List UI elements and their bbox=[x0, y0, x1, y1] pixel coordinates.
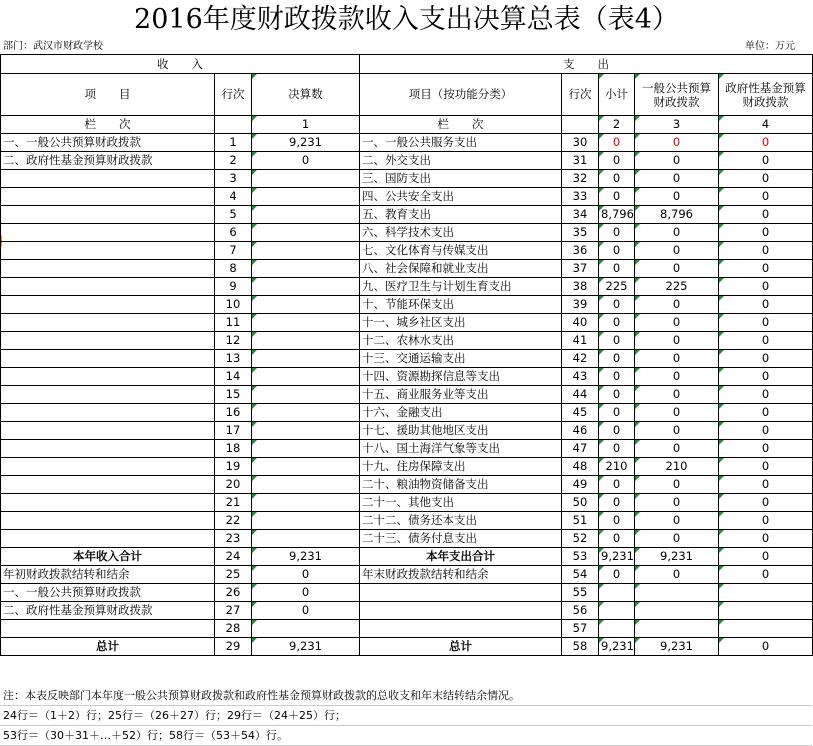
fund-budget-cell[interactable]: 0 bbox=[719, 512, 813, 530]
income-amount-cell[interactable] bbox=[252, 206, 360, 224]
table-row bbox=[1, 476, 813, 494]
income-item-cell[interactable]: 一、一般公共预算财政拨款 bbox=[1, 584, 215, 602]
income-amount-cell[interactable]: 0 bbox=[252, 566, 360, 584]
subtotal-cell[interactable] bbox=[599, 602, 635, 620]
expense-row-no-cell[interactable]: 43 bbox=[562, 368, 599, 386]
income-item-cell[interactable] bbox=[1, 404, 215, 422]
table-row bbox=[1, 386, 813, 404]
general-budget-cell[interactable] bbox=[635, 584, 719, 602]
expense-item-cell[interactable]: 二十二、债务还本支出 bbox=[360, 512, 562, 530]
subtotal-cell[interactable]: 0 bbox=[599, 242, 635, 260]
income-row-no-cell[interactable]: 18 bbox=[215, 440, 252, 458]
income-row-no-cell[interactable]: 10 bbox=[215, 296, 252, 314]
income-amount-cell[interactable]: 9,231 bbox=[252, 134, 360, 152]
fund-budget-cell[interactable]: 0 bbox=[719, 278, 813, 296]
expense-row-no-cell[interactable]: 58 bbox=[562, 638, 599, 656]
column-index-4[interactable]: 4 bbox=[719, 116, 813, 134]
income-row-no-cell[interactable]: 8 bbox=[215, 260, 252, 278]
table-row bbox=[1, 440, 813, 458]
income-amount-cell[interactable] bbox=[252, 404, 360, 422]
income-amount-cell[interactable]: 9,231 bbox=[252, 638, 360, 656]
income-amount-cell[interactable] bbox=[252, 476, 360, 494]
income-item-cell[interactable] bbox=[1, 296, 215, 314]
income-amount-cell[interactable] bbox=[252, 260, 360, 278]
fund-budget-header[interactable]: 政府性基金预算财政拨款 bbox=[719, 74, 813, 116]
expense-item-cell[interactable]: 九、医疗卫生与计划生育支出 bbox=[360, 278, 562, 296]
subtotal-cell[interactable]: 0 bbox=[599, 188, 635, 206]
expense-row-no-cell[interactable]: 30 bbox=[562, 134, 599, 152]
note-line: 24行＝（1＋2）行；25行＝（26＋27）行；29行＝（24＋25）行； bbox=[0, 706, 812, 726]
general-budget-cell[interactable]: 0 bbox=[635, 314, 719, 332]
expense-item-cell[interactable]: 五、教育支出 bbox=[360, 206, 562, 224]
fund-budget-cell[interactable]: 0 bbox=[719, 476, 813, 494]
expense-row-no-cell[interactable]: 49 bbox=[562, 476, 599, 494]
subtotal-cell[interactable]: 210 bbox=[599, 458, 635, 476]
table-row bbox=[1, 134, 813, 152]
income-amount-cell[interactable] bbox=[252, 530, 360, 548]
fund-budget-cell[interactable]: 0 bbox=[719, 170, 813, 188]
expense-row-no-cell[interactable]: 31 bbox=[562, 152, 599, 170]
subtotal-cell[interactable]: 0 bbox=[599, 170, 635, 188]
fund-budget-cell[interactable] bbox=[719, 602, 813, 620]
income-item-cell[interactable]: 本年收入合计 bbox=[1, 548, 215, 566]
subtotal-cell[interactable]: 8,796 bbox=[599, 206, 635, 224]
income-item-cell[interactable] bbox=[1, 530, 215, 548]
income-row-no-cell[interactable]: 16 bbox=[215, 404, 252, 422]
fund-budget-cell[interactable]: 0 bbox=[719, 368, 813, 386]
general-budget-cell[interactable]: 0 bbox=[635, 242, 719, 260]
income-amount-cell[interactable] bbox=[252, 440, 360, 458]
income-row-no-cell[interactable]: 22 bbox=[215, 512, 252, 530]
expense-item-cell[interactable]: 七、文化体育与传媒支出 bbox=[360, 242, 562, 260]
table-row bbox=[1, 350, 813, 368]
income-row-no-cell[interactable]: 7 bbox=[215, 242, 252, 260]
subtotal-cell[interactable]: 0 bbox=[599, 368, 635, 386]
general-budget-cell[interactable]: 225 bbox=[635, 278, 719, 296]
page-title: 2016年度财政拨款收入支出决算总表（表4） bbox=[134, 4, 679, 35]
income-item-cell[interactable] bbox=[1, 170, 215, 188]
table-row bbox=[1, 512, 813, 530]
expense-item-cell[interactable]: 十一、城乡社区支出 bbox=[360, 314, 562, 332]
expense-item-cell[interactable] bbox=[360, 602, 562, 620]
income-amount-cell[interactable]: 0 bbox=[252, 152, 360, 170]
income-row-no-cell[interactable]: 19 bbox=[215, 458, 252, 476]
general-budget-cell[interactable]: 0 bbox=[635, 368, 719, 386]
column-index-label-2[interactable]: 栏 次 bbox=[360, 116, 562, 134]
income-amount-cell[interactable] bbox=[252, 422, 360, 440]
income-amount-cell[interactable] bbox=[252, 458, 360, 476]
final-amount-header[interactable]: 决算数 bbox=[252, 74, 360, 116]
item-header[interactable]: 项 目 bbox=[1, 74, 215, 116]
expense-item-cell[interactable]: 十九、住房保障支出 bbox=[360, 458, 562, 476]
expense-row-no-cell[interactable]: 53 bbox=[562, 548, 599, 566]
fund-budget-cell[interactable] bbox=[719, 620, 813, 638]
income-amount-cell[interactable] bbox=[252, 386, 360, 404]
table-row bbox=[1, 620, 813, 638]
general-budget-cell[interactable]: 0 bbox=[635, 296, 719, 314]
expense-row-no-cell[interactable]: 54 bbox=[562, 566, 599, 584]
table-row bbox=[1, 602, 813, 620]
general-budget-cell[interactable]: 0 bbox=[635, 350, 719, 368]
income-row-no-cell[interactable]: 6 bbox=[215, 224, 252, 242]
table-row bbox=[1, 458, 813, 476]
expense-item-cell[interactable]: 十八、国土海洋气象等支出 bbox=[360, 440, 562, 458]
income-amount-cell[interactable] bbox=[252, 170, 360, 188]
income-amount-cell[interactable] bbox=[252, 188, 360, 206]
fund-budget-cell[interactable]: 0 bbox=[719, 566, 813, 584]
income-item-cell[interactable] bbox=[1, 314, 215, 332]
item-by-function-header[interactable]: 项目（按功能分类） bbox=[360, 74, 562, 116]
income-row-no-cell[interactable]: 11 bbox=[215, 314, 252, 332]
fund-budget-cell[interactable]: 0 bbox=[719, 242, 813, 260]
table-row bbox=[1, 206, 813, 224]
table-row bbox=[1, 296, 813, 314]
income-row-no-cell[interactable]: 17 bbox=[215, 422, 252, 440]
income-amount-cell[interactable] bbox=[252, 242, 360, 260]
department-label: 部门：武汉市财政学校 bbox=[3, 41, 103, 52]
subtotal-cell[interactable]: 0 bbox=[599, 494, 635, 512]
fund-budget-cell[interactable]: 0 bbox=[719, 404, 813, 422]
expense-item-cell[interactable]: 八、社会保障和就业支出 bbox=[360, 260, 562, 278]
income-item-cell[interactable] bbox=[1, 242, 215, 260]
subtotal-cell[interactable] bbox=[599, 620, 635, 638]
subtotal-cell[interactable]: 0 bbox=[599, 512, 635, 530]
income-item-cell[interactable] bbox=[1, 512, 215, 530]
income-row-no-cell[interactable]: 27 bbox=[215, 602, 252, 620]
expense-item-cell[interactable]: 十三、交通运输支出 bbox=[360, 350, 562, 368]
income-row-no-cell[interactable]: 2 bbox=[215, 152, 252, 170]
subtotal-cell[interactable]: 225 bbox=[599, 278, 635, 296]
subtotal-cell[interactable]: 0 bbox=[599, 260, 635, 278]
table-row bbox=[1, 332, 813, 350]
expense-item-cell[interactable]: 一、一般公共服务支出 bbox=[360, 134, 562, 152]
income-row-no-cell[interactable]: 28 bbox=[215, 620, 252, 638]
income-item-cell[interactable] bbox=[1, 494, 215, 512]
expense-row-no-cell[interactable]: 40 bbox=[562, 314, 599, 332]
table-row bbox=[1, 152, 813, 170]
subtotal-cell[interactable]: 0 bbox=[599, 134, 635, 152]
note-line: 53行＝（30＋31＋…＋52）行；58行＝（53＋54）行。 bbox=[0, 726, 812, 746]
general-budget-header[interactable]: 一般公共预算财政拨款 bbox=[635, 74, 719, 116]
general-budget-cell[interactable]: 0 bbox=[635, 170, 719, 188]
general-budget-cell[interactable]: 0 bbox=[635, 476, 719, 494]
subtotal-cell[interactable]: 0 bbox=[599, 224, 635, 242]
expense-row-no-cell[interactable]: 44 bbox=[562, 386, 599, 404]
table-row bbox=[1, 314, 813, 332]
income-item-cell[interactable] bbox=[1, 386, 215, 404]
fund-budget-cell[interactable]: 0 bbox=[719, 548, 813, 566]
fund-budget-cell[interactable]: 0 bbox=[719, 332, 813, 350]
expense-row-no-cell[interactable]: 48 bbox=[562, 458, 599, 476]
income-item-cell[interactable]: 二、政府性基金预算财政拨款 bbox=[1, 602, 215, 620]
notes bbox=[0, 686, 812, 746]
table-row bbox=[1, 566, 813, 584]
income-amount-cell[interactable] bbox=[252, 620, 360, 638]
income-amount-cell[interactable]: 0 bbox=[252, 602, 360, 620]
fund-budget-cell[interactable]: 0 bbox=[719, 314, 813, 332]
fund-budget-cell[interactable]: 0 bbox=[719, 296, 813, 314]
income-item-cell[interactable] bbox=[1, 206, 215, 224]
expense-row-no-cell[interactable]: 47 bbox=[562, 440, 599, 458]
fund-budget-cell[interactable]: 0 bbox=[719, 188, 813, 206]
table-row bbox=[1, 260, 813, 278]
general-budget-cell[interactable]: 9,231 bbox=[635, 548, 719, 566]
income-row-no-cell[interactable]: 24 bbox=[215, 548, 252, 566]
subtotal-cell[interactable]: 0 bbox=[599, 296, 635, 314]
income-item-cell[interactable]: 一、一般公共预算财政拨款 bbox=[1, 134, 215, 152]
general-budget-cell[interactable]: 0 bbox=[635, 440, 719, 458]
income-item-cell[interactable] bbox=[1, 224, 215, 242]
expense-item-cell[interactable]: 六、科学技术支出 bbox=[360, 224, 562, 242]
income-amount-cell[interactable] bbox=[252, 314, 360, 332]
income-row-no-cell[interactable]: 9 bbox=[215, 278, 252, 296]
income-item-cell[interactable] bbox=[1, 476, 215, 494]
income-row-no-cell[interactable]: 14 bbox=[215, 368, 252, 386]
fund-budget-cell[interactable]: 0 bbox=[719, 152, 813, 170]
expense-item-cell[interactable]: 总计 bbox=[360, 638, 562, 656]
table-row bbox=[1, 404, 813, 422]
expense-item-cell[interactable]: 十六、金融支出 bbox=[360, 404, 562, 422]
general-budget-cell[interactable]: 0 bbox=[635, 134, 719, 152]
subtotal-cell[interactable]: 0 bbox=[599, 332, 635, 350]
income-amount-cell[interactable] bbox=[252, 512, 360, 530]
fund-budget-cell[interactable]: 0 bbox=[719, 134, 813, 152]
general-budget-cell[interactable]: 0 bbox=[635, 512, 719, 530]
subtotal-cell[interactable]: 0 bbox=[599, 386, 635, 404]
expense-row-no-cell[interactable]: 56 bbox=[562, 602, 599, 620]
fund-budget-cell[interactable]: 0 bbox=[719, 206, 813, 224]
income-item-cell[interactable] bbox=[1, 278, 215, 296]
table-row bbox=[1, 188, 813, 206]
general-budget-cell[interactable]: 0 bbox=[635, 404, 719, 422]
subtotal-cell[interactable]: 0 bbox=[599, 566, 635, 584]
income-item-cell[interactable] bbox=[1, 188, 215, 206]
table-row bbox=[1, 548, 813, 566]
expense-row-no-cell[interactable]: 39 bbox=[562, 296, 599, 314]
income-row-no-cell[interactable]: 26 bbox=[215, 584, 252, 602]
income-amount-cell[interactable]: 0 bbox=[252, 584, 360, 602]
table-row bbox=[1, 170, 813, 188]
subtotal-cell[interactable] bbox=[599, 584, 635, 602]
expense-row-no-cell[interactable]: 38 bbox=[562, 278, 599, 296]
note-line: 注：本表反映部门本年度一般公共预算财政拨款和政府性基金预算财政拨款的总收支和年末结转结余情况。 bbox=[0, 686, 812, 706]
table-row bbox=[1, 530, 813, 548]
income-item-cell[interactable]: 年初财政拨款结转和结余 bbox=[1, 566, 215, 584]
income-item-cell[interactable] bbox=[1, 332, 215, 350]
income-amount-cell[interactable] bbox=[252, 332, 360, 350]
column-index-label[interactable]: 栏 次 bbox=[1, 116, 215, 134]
general-budget-cell[interactable]: 9,231 bbox=[635, 638, 719, 656]
general-budget-cell[interactable]: 0 bbox=[635, 494, 719, 512]
unit-label: 单位：万元 bbox=[745, 41, 795, 52]
expense-header[interactable]: 支 出 bbox=[360, 55, 813, 74]
general-budget-cell[interactable] bbox=[635, 620, 719, 638]
fund-budget-cell[interactable]: 0 bbox=[719, 458, 813, 476]
expense-row-no-cell[interactable]: 57 bbox=[562, 620, 599, 638]
general-budget-cell[interactable]: 0 bbox=[635, 422, 719, 440]
expense-row-no-cell[interactable]: 35 bbox=[562, 224, 599, 242]
income-item-cell[interactable] bbox=[1, 350, 215, 368]
expense-item-cell[interactable]: 二十三、债务付息支出 bbox=[360, 530, 562, 548]
income-row-no-cell[interactable]: 1 bbox=[215, 134, 252, 152]
income-amount-cell[interactable] bbox=[252, 350, 360, 368]
general-budget-cell[interactable]: 0 bbox=[635, 530, 719, 548]
subtotal-cell[interactable]: 0 bbox=[599, 152, 635, 170]
fund-budget-cell[interactable]: 0 bbox=[719, 638, 813, 656]
subtotal-header[interactable]: 小计 bbox=[599, 74, 635, 116]
income-item-cell[interactable] bbox=[1, 440, 215, 458]
income-item-cell[interactable]: 总计 bbox=[1, 638, 215, 656]
general-budget-cell[interactable]: 210 bbox=[635, 458, 719, 476]
subtotal-cell[interactable]: 0 bbox=[599, 476, 635, 494]
general-budget-cell[interactable]: 0 bbox=[635, 224, 719, 242]
expense-item-cell[interactable]: 二、外交支出 bbox=[360, 152, 562, 170]
fund-budget-cell[interactable]: 0 bbox=[719, 494, 813, 512]
income-amount-cell[interactable] bbox=[252, 494, 360, 512]
fund-budget-cell[interactable]: 0 bbox=[719, 440, 813, 458]
general-budget-cell[interactable]: 0 bbox=[635, 332, 719, 350]
fund-budget-cell[interactable] bbox=[719, 584, 813, 602]
subtotal-cell[interactable]: 0 bbox=[599, 422, 635, 440]
fund-budget-cell[interactable]: 0 bbox=[719, 224, 813, 242]
fund-budget-cell[interactable]: 0 bbox=[719, 422, 813, 440]
expense-item-cell[interactable]: 二十、粮油物资储备支出 bbox=[360, 476, 562, 494]
table-row bbox=[1, 422, 813, 440]
general-budget-cell[interactable]: 0 bbox=[635, 566, 719, 584]
expense-row-no-cell[interactable]: 55 bbox=[562, 584, 599, 602]
table-row bbox=[1, 494, 813, 512]
expense-item-cell[interactable]: 三、国防支出 bbox=[360, 170, 562, 188]
expense-row-no-cell[interactable]: 33 bbox=[562, 188, 599, 206]
income-row-no-cell[interactable]: 12 bbox=[215, 332, 252, 350]
expense-item-cell[interactable]: 十四、资源勘探信息等支出 bbox=[360, 368, 562, 386]
expense-row-no-cell[interactable]: 36 bbox=[562, 242, 599, 260]
income-item-cell[interactable] bbox=[1, 368, 215, 386]
income-item-cell[interactable] bbox=[1, 260, 215, 278]
expense-row-no-cell[interactable]: 52 bbox=[562, 530, 599, 548]
income-item-cell[interactable] bbox=[1, 620, 215, 638]
expense-row-no-cell[interactable]: 41 bbox=[562, 332, 599, 350]
expense-item-cell[interactable] bbox=[360, 584, 562, 602]
expense-item-cell[interactable]: 本年支出合计 bbox=[360, 548, 562, 566]
income-row-no-cell[interactable]: 25 bbox=[215, 566, 252, 584]
expense-row-no-cell[interactable]: 46 bbox=[562, 422, 599, 440]
income-amount-cell[interactable]: 9,231 bbox=[252, 548, 360, 566]
subtotal-cell[interactable]: 0 bbox=[599, 350, 635, 368]
income-amount-cell[interactable] bbox=[252, 368, 360, 386]
expense-row-no-cell[interactable]: 45 bbox=[562, 404, 599, 422]
expense-item-cell[interactable]: 二十一、其他支出 bbox=[360, 494, 562, 512]
income-row-no-cell[interactable]: 21 bbox=[215, 494, 252, 512]
income-row-no-cell[interactable]: 5 bbox=[215, 206, 252, 224]
column-index-blank-2[interactable] bbox=[562, 116, 599, 134]
row-no-header[interactable]: 行次 bbox=[215, 74, 252, 116]
income-row-no-cell[interactable]: 15 bbox=[215, 386, 252, 404]
general-budget-cell[interactable]: 8,796 bbox=[635, 206, 719, 224]
subtotal-cell[interactable]: 9,231 bbox=[599, 638, 635, 656]
expense-item-cell[interactable]: 十二、农林水支出 bbox=[360, 332, 562, 350]
income-row-no-cell[interactable]: 29 bbox=[215, 638, 252, 656]
subtotal-cell[interactable]: 0 bbox=[599, 314, 635, 332]
expense-row-no-cell[interactable]: 42 bbox=[562, 350, 599, 368]
expense-row-no-cell[interactable]: 37 bbox=[562, 260, 599, 278]
expense-item-cell[interactable]: 十七、援助其他地区支出 bbox=[360, 422, 562, 440]
row-no-header-2[interactable]: 行次 bbox=[562, 74, 599, 116]
fund-budget-cell[interactable]: 0 bbox=[719, 386, 813, 404]
income-item-cell[interactable]: 二、政府性基金预算财政拨款 bbox=[1, 152, 215, 170]
column-index-2[interactable]: 2 bbox=[599, 116, 635, 134]
general-budget-cell[interactable]: 0 bbox=[635, 386, 719, 404]
income-header[interactable]: 收 入 bbox=[1, 55, 360, 74]
income-item-cell[interactable] bbox=[1, 422, 215, 440]
table-row bbox=[1, 242, 813, 260]
subtotal-cell[interactable]: 0 bbox=[599, 440, 635, 458]
expense-row-no-cell[interactable]: 50 bbox=[562, 494, 599, 512]
general-budget-cell[interactable]: 0 bbox=[635, 188, 719, 206]
income-row-no-cell[interactable]: 23 bbox=[215, 530, 252, 548]
table-row bbox=[1, 368, 813, 386]
expense-item-cell[interactable] bbox=[360, 620, 562, 638]
income-item-cell[interactable] bbox=[1, 458, 215, 476]
income-amount-cell[interactable] bbox=[252, 296, 360, 314]
expense-item-cell[interactable]: 四、公共安全支出 bbox=[360, 188, 562, 206]
fund-budget-cell[interactable]: 0 bbox=[719, 260, 813, 278]
subtotal-cell[interactable]: 0 bbox=[599, 530, 635, 548]
expense-item-cell[interactable]: 十、节能环保支出 bbox=[360, 296, 562, 314]
column-index-blank[interactable] bbox=[215, 116, 252, 134]
income-row-no-cell[interactable]: 13 bbox=[215, 350, 252, 368]
column-index-1[interactable]: 1 bbox=[252, 116, 360, 134]
table-row bbox=[1, 224, 813, 242]
subtotal-cell[interactable]: 9,231 bbox=[599, 548, 635, 566]
income-row-no-cell[interactable]: 3 bbox=[215, 170, 252, 188]
fund-budget-cell[interactable]: 0 bbox=[719, 350, 813, 368]
income-row-no-cell[interactable]: 4 bbox=[215, 188, 252, 206]
expense-row-no-cell[interactable]: 34 bbox=[562, 206, 599, 224]
subtotal-cell[interactable]: 0 bbox=[599, 404, 635, 422]
table-row bbox=[1, 638, 813, 656]
table-row bbox=[1, 278, 813, 296]
table-row bbox=[1, 584, 813, 602]
column-index-3[interactable]: 3 bbox=[635, 116, 719, 134]
expense-item-cell[interactable]: 十五、商业服务业等支出 bbox=[360, 386, 562, 404]
general-budget-cell[interactable] bbox=[635, 602, 719, 620]
budget-table bbox=[0, 54, 813, 656]
income-amount-cell[interactable] bbox=[252, 278, 360, 296]
general-budget-cell[interactable]: 0 bbox=[635, 260, 719, 278]
income-row-no-cell[interactable]: 20 bbox=[215, 476, 252, 494]
fund-budget-cell[interactable]: 0 bbox=[719, 530, 813, 548]
income-amount-cell[interactable] bbox=[252, 224, 360, 242]
expense-item-cell[interactable]: 年末财政拨款结转和结余 bbox=[360, 566, 562, 584]
expense-row-no-cell[interactable]: 32 bbox=[562, 170, 599, 188]
expense-row-no-cell[interactable]: 51 bbox=[562, 512, 599, 530]
general-budget-cell[interactable]: 0 bbox=[635, 152, 719, 170]
